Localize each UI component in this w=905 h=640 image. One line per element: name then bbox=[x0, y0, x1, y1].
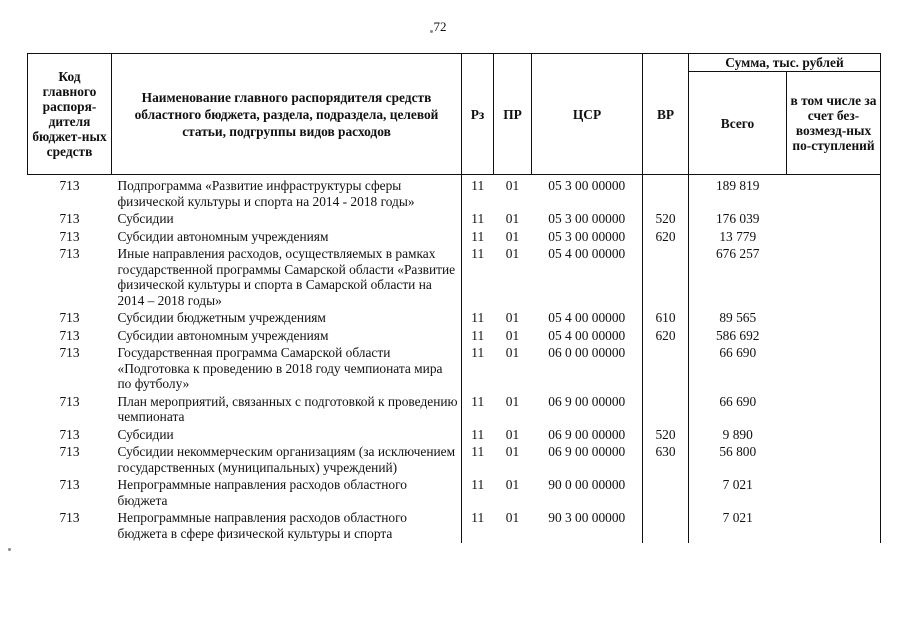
cell-total: 56 800 bbox=[689, 444, 787, 477]
cell-code: 713 bbox=[59, 246, 80, 261]
cell-free bbox=[787, 427, 881, 445]
cell-code: 713 bbox=[59, 444, 80, 459]
cell-rz: 11 bbox=[462, 328, 494, 346]
cell-free bbox=[787, 477, 881, 510]
table-row bbox=[28, 345, 881, 394]
cell-free bbox=[787, 345, 881, 394]
cell-name: Иные направления расходов, осуществляемых в рамках государственной программы Самарской области «Развитие физической культуры и спорта в Самарской области на 2014 – 2018 годы» bbox=[117, 246, 456, 308]
cell-name: Субсидии некоммерческим организациям (за исключением государственных (муниципальных) учреждений) bbox=[117, 444, 456, 475]
cell-rz: 11 bbox=[462, 211, 494, 229]
cell-pr: 01 bbox=[505, 211, 520, 226]
cell-vr bbox=[643, 345, 689, 394]
table-row bbox=[28, 394, 881, 427]
cell-rz: 11 bbox=[462, 310, 494, 328]
budget-table bbox=[27, 53, 881, 543]
cell-total: 13 779 bbox=[689, 229, 787, 247]
cell-pr: 01 bbox=[505, 228, 520, 244]
cell-free bbox=[787, 175, 881, 212]
header-name: Наименование главного распорядителя средств областного бюджета, раздела, подраздела, целевой статьи, подгруппы видов расходов bbox=[112, 54, 462, 175]
scan-speck bbox=[8, 548, 11, 551]
table-row bbox=[28, 310, 881, 328]
cell-code: 713 bbox=[59, 327, 80, 343]
cell-total: 9 890 bbox=[689, 427, 787, 445]
cell-rz: 11 bbox=[462, 394, 494, 427]
cell-name: Субсидии автономным учреждениям bbox=[117, 228, 329, 244]
cell-pr: 01 bbox=[505, 327, 520, 343]
cell-csr: 90 0 00 00000 bbox=[548, 477, 626, 492]
cell-csr: 05 4 00 00000 bbox=[548, 327, 626, 343]
cell-vr: 620 bbox=[643, 229, 689, 247]
table-row bbox=[28, 328, 881, 346]
cell-pr: 01 bbox=[505, 345, 520, 360]
cell-name: Непрограммные направления расходов областного бюджета bbox=[117, 477, 407, 508]
cell-free bbox=[787, 328, 881, 346]
table-row bbox=[28, 175, 881, 212]
header-code: Код главного распоря-дителя бюджет-ных средств bbox=[28, 54, 112, 175]
cell-pr: 01 bbox=[505, 393, 520, 409]
cell-code: 713 bbox=[59, 510, 80, 525]
cell-rz: 11 bbox=[462, 444, 494, 477]
cell-code: 713 bbox=[59, 228, 80, 244]
cell-name: Субсидии bbox=[117, 426, 174, 442]
cell-free bbox=[787, 444, 881, 477]
header-total: Всего bbox=[689, 72, 787, 175]
cell-free bbox=[787, 394, 881, 427]
cell-free bbox=[787, 510, 881, 543]
cell-total: 676 257 bbox=[689, 246, 787, 310]
cell-csr: 06 9 00 00000 bbox=[548, 426, 626, 442]
cell-name: Субсидии bbox=[117, 211, 174, 226]
cell-csr: 06 0 00 00000 bbox=[548, 345, 626, 360]
header-free: в том числе за счет без-возмезд-ных по-ступлений bbox=[787, 72, 881, 175]
cell-vr bbox=[643, 510, 689, 543]
table-row bbox=[28, 246, 881, 310]
header-csr: ЦСР bbox=[532, 54, 643, 175]
cell-vr: 630 bbox=[643, 444, 689, 477]
cell-code: 713 bbox=[59, 178, 80, 193]
cell-name: План мероприятий, связанных с подготовкой к проведению чемпионата bbox=[117, 393, 458, 424]
cell-vr: 620 bbox=[643, 328, 689, 346]
cell-csr: 06 9 00 00000 bbox=[548, 444, 626, 459]
cell-pr: 01 bbox=[505, 510, 520, 525]
cell-rz: 11 bbox=[462, 246, 494, 310]
cell-name: Непрограммные направления расходов областного бюджета в сфере физической культуры и спорта bbox=[117, 510, 407, 541]
cell-rz: 11 bbox=[462, 229, 494, 247]
table-row bbox=[28, 444, 881, 477]
table-body bbox=[28, 175, 881, 544]
cell-rz: 11 bbox=[462, 427, 494, 445]
table-row bbox=[28, 510, 881, 543]
cell-vr: 610 bbox=[643, 310, 689, 328]
table-row bbox=[28, 211, 881, 229]
header-pr: ПР bbox=[494, 54, 532, 175]
cell-vr: 520 bbox=[643, 211, 689, 229]
cell-csr: 05 4 00 00000 bbox=[548, 246, 626, 261]
cell-rz: 11 bbox=[462, 175, 494, 212]
cell-vr bbox=[643, 394, 689, 427]
header-vr: ВР bbox=[643, 54, 689, 175]
cell-csr: 05 3 00 00000 bbox=[548, 178, 626, 193]
table-row bbox=[28, 427, 881, 445]
cell-code: 713 bbox=[59, 477, 80, 492]
cell-code: 713 bbox=[59, 345, 80, 360]
cell-pr: 01 bbox=[505, 246, 520, 261]
cell-vr: 520 bbox=[643, 427, 689, 445]
header-sum: Сумма, тыс. рублей bbox=[689, 54, 881, 72]
cell-vr bbox=[643, 175, 689, 212]
cell-free bbox=[787, 310, 881, 328]
cell-csr: 05 4 00 00000 bbox=[548, 310, 626, 325]
cell-csr: 05 3 00 00000 bbox=[548, 228, 626, 244]
cell-csr: 05 3 00 00000 bbox=[548, 211, 626, 226]
cell-total: 7 021 bbox=[689, 477, 787, 510]
scan-speck bbox=[430, 30, 433, 33]
cell-total: 66 690 bbox=[689, 345, 787, 394]
cell-csr: 90 3 00 00000 bbox=[548, 510, 626, 525]
cell-name: Государственная программа Самарской области «Подготовка к проведению в 2018 году чемпионата мира по футболу» bbox=[117, 345, 443, 391]
cell-rz: 11 bbox=[462, 477, 494, 510]
cell-name: Подпрограмма «Развитие инфраструктуры сферы физической культуры и спорта на 2014 - 2018 годы» bbox=[117, 178, 415, 209]
cell-name: Субсидии автономным учреждениям bbox=[117, 327, 329, 343]
cell-total: 66 690 bbox=[689, 394, 787, 427]
cell-rz: 11 bbox=[462, 345, 494, 394]
cell-csr: 06 9 00 00000 bbox=[548, 393, 626, 409]
cell-free bbox=[787, 211, 881, 229]
table-row bbox=[28, 229, 881, 247]
page-number: 72 bbox=[433, 19, 447, 34]
cell-total: 7 021 bbox=[689, 510, 787, 543]
cell-pr: 01 bbox=[505, 310, 520, 325]
cell-pr: 01 bbox=[505, 477, 520, 492]
cell-total: 586 692 bbox=[689, 328, 787, 346]
cell-total: 176 039 bbox=[689, 211, 787, 229]
cell-code: 713 bbox=[59, 211, 80, 226]
cell-vr bbox=[643, 246, 689, 310]
cell-free bbox=[787, 229, 881, 247]
cell-pr: 01 bbox=[505, 444, 520, 459]
cell-pr: 01 bbox=[505, 178, 520, 193]
cell-code: 713 bbox=[59, 310, 80, 325]
table-header bbox=[28, 54, 881, 175]
cell-rz: 11 bbox=[462, 510, 494, 543]
cell-total: 189 819 bbox=[689, 175, 787, 212]
cell-vr bbox=[643, 477, 689, 510]
cell-total: 89 565 bbox=[689, 310, 787, 328]
header-rz: Рз bbox=[462, 54, 494, 175]
table-row bbox=[28, 477, 881, 510]
cell-code: 713 bbox=[59, 393, 80, 409]
cell-name: Субсидии бюджетным учреждениям bbox=[117, 310, 326, 325]
cell-free bbox=[787, 246, 881, 310]
cell-pr: 01 bbox=[505, 426, 520, 442]
cell-code: 713 bbox=[59, 426, 80, 442]
